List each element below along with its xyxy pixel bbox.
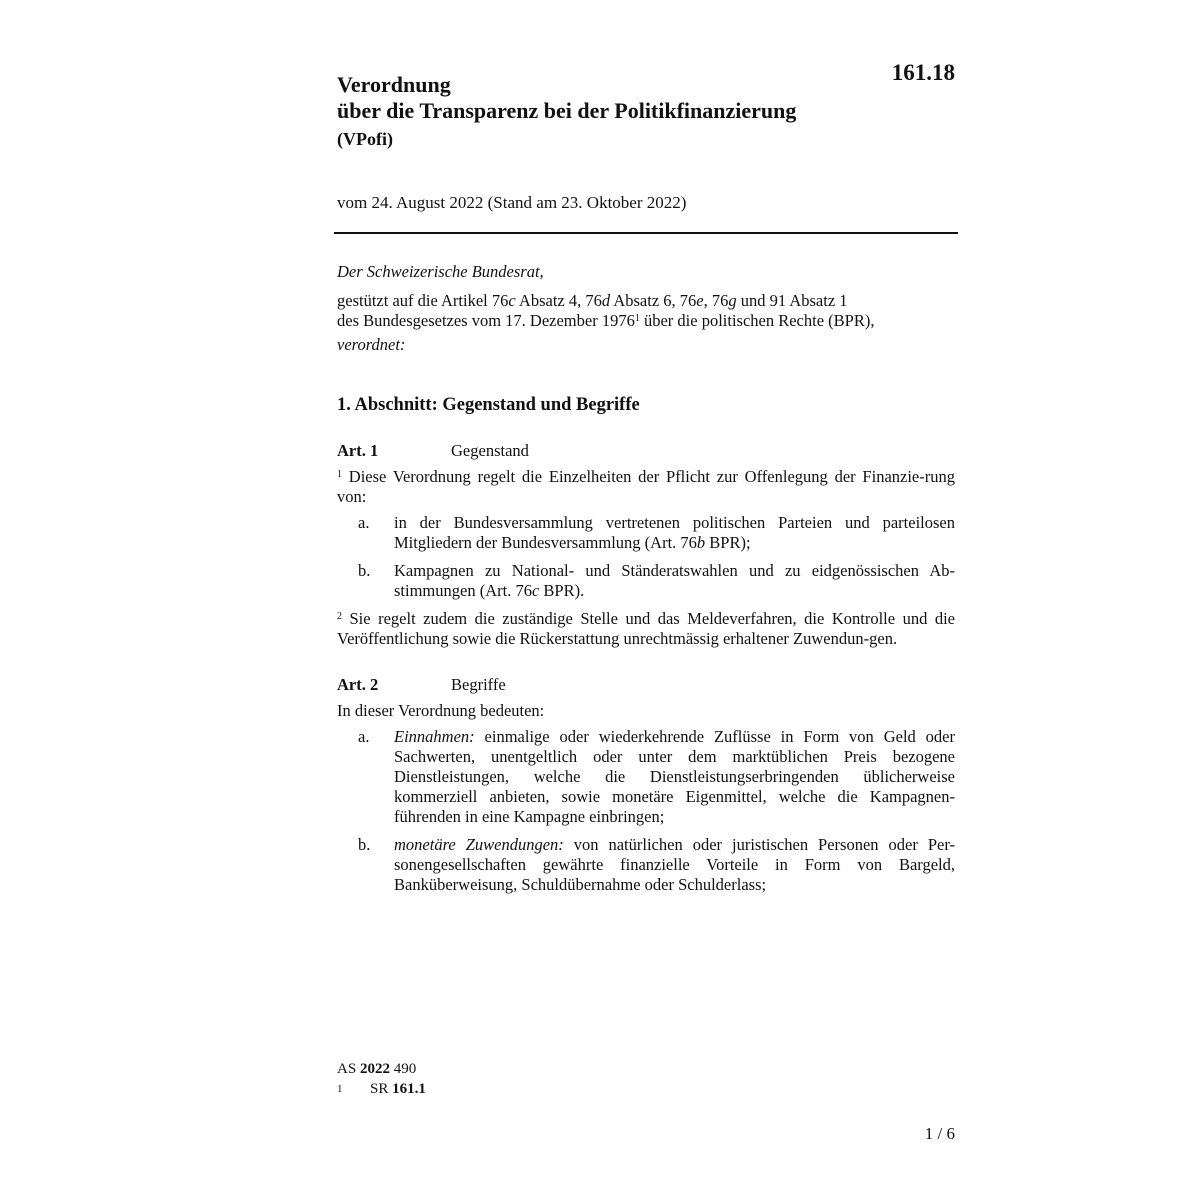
text-span: einmalige oder wiederkehrende Zuflüsse in Form von Geld oder Sachwerten, unentgeltlich oder unter dem marktüblichen Preis bezogene Dienstleistungen, welche die Dienstleistungserbringenden üblicherweise kommerziell anbieten, sowie monetäre Eigenmittel, welche die Kampagnen-führenden in eine Kampagne einbringen; bbox=[394, 727, 955, 826]
text-span: Absatz 4, 76 bbox=[515, 291, 602, 310]
article-number: Art. 2 bbox=[337, 675, 379, 694]
document-title bbox=[337, 72, 796, 124]
text-span: 161.1 bbox=[392, 1081, 426, 1097]
paragraph-text: Sie regelt zudem die zuständige Stelle und das Meldeverfahren, die Kontrolle und die Veröffentlichung sowie die Rückerstattung unrechtmässig erhaltener Zuwendun-gen. bbox=[337, 609, 955, 648]
article-1-list bbox=[337, 513, 955, 601]
list-text bbox=[394, 727, 955, 827]
list-text bbox=[394, 561, 955, 601]
sr-number: 161.18 bbox=[891, 60, 955, 85]
preamble-basis-line2 bbox=[337, 311, 955, 331]
paragraph-text: Diese Verordnung regelt die Einzelheiten der Pflicht zur Offenlegung der Finanzie-rung von: bbox=[337, 467, 955, 506]
as-reference bbox=[337, 1059, 426, 1079]
text-span: SR bbox=[370, 1081, 393, 1097]
section-heading: 1. Abschnitt: Gegenstand und Begriffe bbox=[337, 395, 640, 415]
text-span: BPR); bbox=[705, 533, 751, 552]
text-span: c bbox=[531, 581, 540, 600]
text-span: e bbox=[696, 291, 704, 310]
list-item bbox=[337, 561, 955, 601]
document-body bbox=[337, 262, 955, 903]
text-span: b bbox=[696, 533, 706, 552]
document-page bbox=[337, 0, 955, 1200]
article-2-heading bbox=[337, 675, 955, 695]
text-span: in der Bundesversammlung vertretenen politischen Parteien und parteilosen Mitgliedern der Bundesversammlung (Art. 76 bbox=[394, 513, 955, 552]
list-letter: a. bbox=[358, 727, 370, 746]
text-span: BPR). bbox=[539, 581, 585, 600]
article-2-list bbox=[337, 727, 955, 895]
title-divider bbox=[334, 232, 958, 234]
document-abbreviation: (VPofi) bbox=[337, 129, 393, 149]
text-span: g bbox=[728, 291, 737, 310]
list-item bbox=[337, 727, 955, 827]
text-span: des Bundesgesetzes vom 17. Dezember 1976 bbox=[337, 311, 635, 330]
article-title: Begriffe bbox=[451, 675, 506, 694]
footnote-1 bbox=[337, 1079, 426, 1099]
list-item bbox=[337, 513, 955, 553]
list-letter: a. bbox=[358, 513, 370, 532]
paragraph-number: 1 bbox=[337, 469, 342, 480]
text-span: über die politischen Rechte (BPR), bbox=[639, 311, 875, 330]
text-span: gestützt auf die Artikel 76 bbox=[337, 291, 509, 310]
article-number: Art. 1 bbox=[337, 441, 379, 460]
text-span: , 76 bbox=[703, 291, 729, 310]
text-span: d bbox=[601, 291, 611, 310]
text-span: AS bbox=[337, 1061, 360, 1077]
list-item bbox=[337, 835, 955, 895]
footnote-ref-1[interactable]: 1 bbox=[634, 313, 640, 324]
date-line: vom 24. August 2022 (Stand am 23. Oktober 2022) bbox=[337, 193, 687, 212]
article-title: Gegenstand bbox=[451, 441, 529, 460]
defined-term: Einnahmen: bbox=[394, 727, 475, 746]
footnote-mark: 1 bbox=[337, 1083, 343, 1095]
text-span: und 91 Absatz 1 bbox=[736, 291, 848, 310]
text-span: c bbox=[508, 291, 516, 310]
text-span: 2022 bbox=[359, 1061, 390, 1077]
footnote-text bbox=[370, 1079, 426, 1099]
page-number: 1 / 6 bbox=[924, 1124, 955, 1143]
list-text bbox=[394, 835, 955, 895]
article-1-heading bbox=[337, 441, 955, 461]
footnotes bbox=[337, 1059, 426, 1099]
preamble-decree: verordnet: bbox=[337, 335, 406, 354]
article-1-paragraph-2 bbox=[337, 609, 955, 649]
list-text bbox=[394, 513, 955, 553]
article-1-paragraph-1 bbox=[337, 467, 955, 507]
list-letter: b. bbox=[358, 835, 371, 854]
preamble-authority: Der Schweizerische Bundesrat, bbox=[337, 262, 544, 281]
article-2-intro: In dieser Verordnung bedeuten: bbox=[337, 701, 545, 720]
list-letter: b. bbox=[358, 561, 371, 580]
text-span: 490 bbox=[389, 1061, 417, 1077]
preamble-basis-line1 bbox=[337, 291, 955, 311]
defined-term: monetäre Zuwendungen: bbox=[394, 835, 564, 854]
title-line-1: Verordnung bbox=[337, 72, 451, 97]
paragraph-number: 2 bbox=[337, 611, 342, 622]
text-span: Kampagnen zu National- und Ständeratswahlen und zu eidgenössischen Ab-stimmungen (Art. 76 bbox=[394, 561, 955, 600]
text-span: von natürlichen oder juristischen Personen oder Per-sonengesellschaften gewährte finanzielle Vorteile in Form von Bargeld, Banküberweisung, Schuldübernahme oder Schulderlass; bbox=[394, 835, 955, 894]
title-line-2: über die Transparenz bei der Politikfinanzierung bbox=[337, 98, 797, 123]
text-span: Absatz 6, 76 bbox=[610, 291, 697, 310]
